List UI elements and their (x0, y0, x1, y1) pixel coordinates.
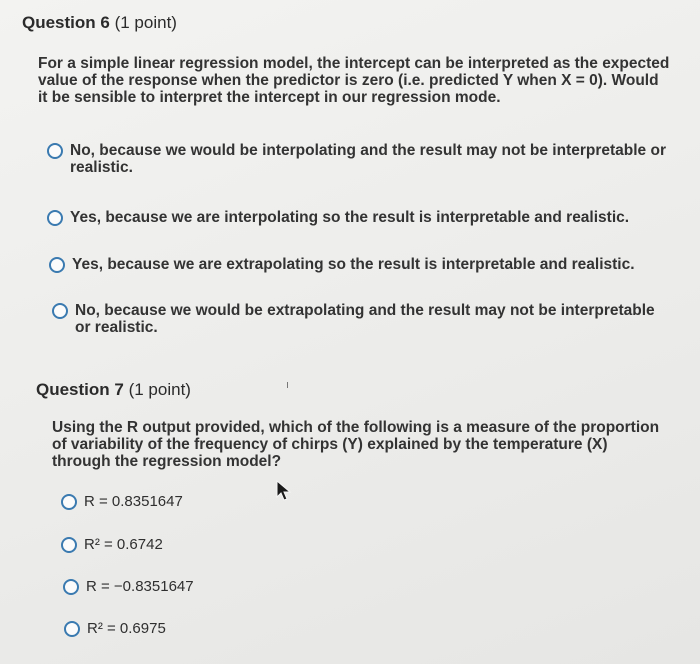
question-6-heading: Question 6 (22, 13, 110, 32)
radio-unselected-icon[interactable] (52, 303, 68, 319)
radio-unselected-icon[interactable] (47, 143, 63, 159)
radio-unselected-icon[interactable] (61, 537, 77, 553)
option-label: No, because we would be interpolating and the result may not be interpretable or realistic. (70, 142, 666, 176)
question-7-text: Using the R output provided, which of the following is a measure of the proportion of variability of the frequency of chirps (Y) explained by the temperature (X) through the regression model? (52, 419, 660, 470)
question-7-heading: Question 7 (36, 380, 124, 399)
radio-unselected-icon[interactable] (47, 210, 63, 226)
question-6-text: For a simple linear regression model, the intercept can be interpreted as the expected value of the response when the predictor is zero (i.e. predicted Y when X = 0). Would it be sensible to interpret the intercept in our regression mode. (38, 55, 670, 106)
radio-unselected-icon[interactable] (61, 494, 77, 510)
option-label: R² = 0.6742 (84, 536, 163, 553)
question-6-option-4[interactable] (52, 302, 662, 336)
question-7-option-3[interactable] (63, 578, 194, 595)
option-label: R = 0.8351647 (84, 493, 183, 510)
option-label: R² = 0.6975 (87, 620, 166, 637)
radio-unselected-icon[interactable] (63, 579, 79, 595)
question-6-title (22, 13, 177, 33)
tick-mark (287, 382, 288, 388)
question-6-option-1[interactable] (47, 142, 667, 176)
option-label: Yes, because we are interpolating so the result is interpretable and realistic. (70, 209, 630, 226)
question-7-option-4[interactable] (64, 620, 166, 637)
question-6-option-3[interactable] (49, 256, 669, 273)
question-7-option-1[interactable] (61, 493, 183, 510)
radio-unselected-icon[interactable] (49, 257, 65, 273)
option-label: Yes, because we are extrapolating so the result is interpretable and realistic. (72, 256, 635, 273)
mouse-pointer-icon (276, 480, 292, 502)
question-6-points: (1 point) (114, 13, 177, 32)
radio-unselected-icon[interactable] (64, 621, 80, 637)
option-label: No, because we would be extrapolating and the result may not be interpretable or realistic. (75, 302, 655, 336)
question-7-option-2[interactable] (61, 536, 163, 553)
option-label: R = −0.8351647 (86, 578, 194, 595)
question-7-title (36, 380, 191, 400)
question-6-option-2[interactable] (47, 209, 667, 226)
question-7-points: (1 point) (128, 380, 191, 399)
